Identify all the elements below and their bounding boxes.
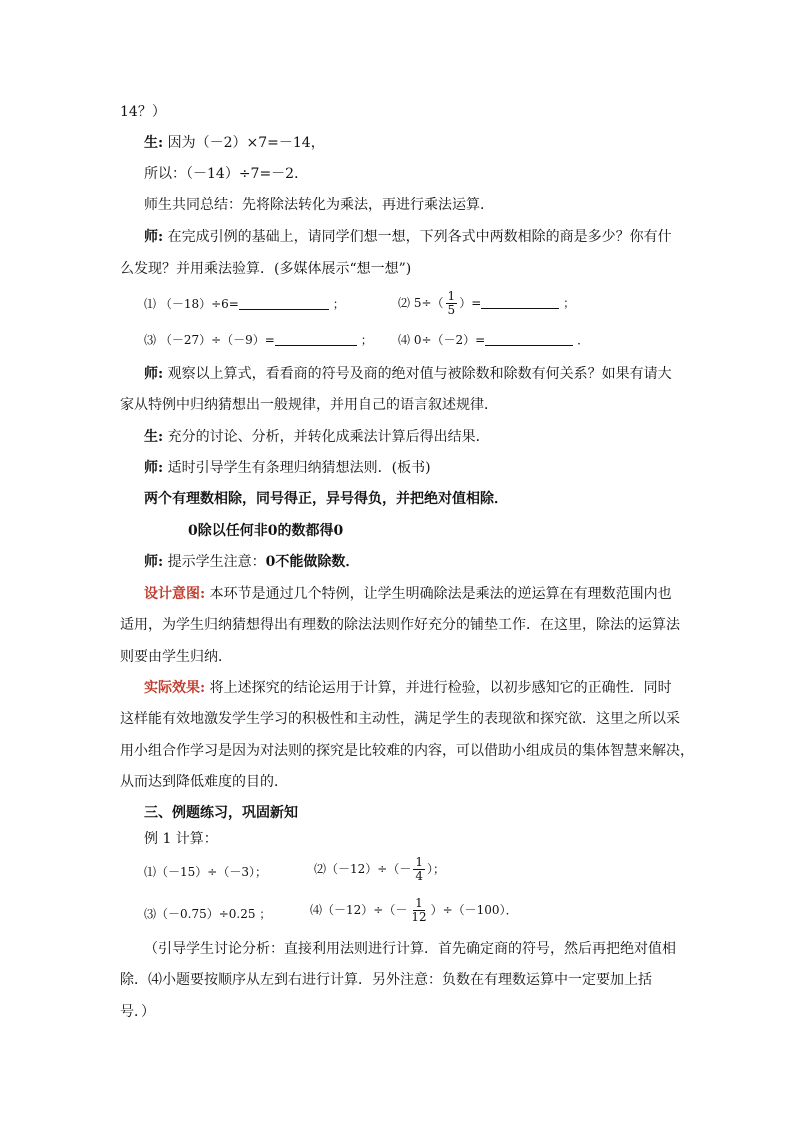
answer-blank [239,295,329,310]
line-text: 观察以上算式，看看商的符号及商的绝对值与被除数和除数有何关系？如果有请大 [167,366,672,382]
example-question [314,856,445,883]
example-question: ⑶（－0.75）÷0.25 ； [144,907,272,921]
example-label: 例 1 计算： [144,831,218,847]
fraction-numerator: 1 [415,896,423,910]
answer-blank [485,331,573,346]
text-line: 从而达到降低难度的目的． [120,774,288,790]
line-text: 提示学生注意： [167,554,266,570]
expression: ⑷（－12）÷（－ [310,903,408,917]
text-line: 师生共同总结：先将除法转化为乘法，再进行乘法运算． [144,197,494,213]
actual-effect-label: 实际效果: [144,680,206,696]
line-text: 因为（－2）×7=－14， [167,135,325,151]
division-rule: 两个有理数相除，同号得正，异号得负，并把绝对值相除． [144,491,508,507]
speaker-label: 师: [144,229,164,245]
exercise-item [144,330,373,350]
exercise-item [144,294,345,314]
text-line [144,364,672,384]
speaker-label: 师: [144,366,164,382]
expression: （－27）÷（－9）= [159,333,275,347]
line-text: 在完成引例的基础上，请同学们想一想，下列各式中两数相除的商是多少？你有什 [167,229,672,245]
item-number: ⑶ [144,333,157,347]
zero-rule: 0除以任何非0的数都得0 [188,523,344,539]
text-line: 用小组合作学习是因为对法则的探究是比较难的内容，可以借助小组成员的集体智慧来解决， [120,743,694,759]
design-intent [144,584,672,604]
fraction [409,897,428,924]
punctuation: ． [577,333,590,347]
text-line: 适用，为学生归纳猜想得出有理数的除法法则作好充分的铺垫工作．在这里，除法的运算法 [120,617,680,633]
punctuation: ； [360,333,373,347]
text-line: 则要由学生归纳． [120,649,232,665]
text-line: 号．） [120,1004,155,1020]
expression: ）÷（－100）． [430,903,518,917]
line-text: 充分的讨论、分析，并转化成乘法计算后得出结果． [167,429,490,445]
punctuation: ； [332,297,345,311]
speaker-label: 生: [144,135,164,151]
speaker-label: 师: [144,460,164,476]
expression: 0÷（－2）= [413,333,486,347]
line-text: 适时引导学生有条理归纳猜想法则．(板书) [167,460,431,476]
expression: （－18）÷6= [159,297,239,311]
text-line [144,227,672,247]
exercise-item [398,330,589,350]
text-line: 家从特例中归纳猜想出一般规律，并用自己的语言叙述规律． [120,397,498,413]
expression: ）= [459,296,482,310]
expression: 5÷（ [413,296,444,310]
speaker-label: 生: [144,429,164,445]
fraction [413,856,425,883]
section-heading: 三、例题练习，巩固新知 [144,805,298,821]
expression: ⑵（－12）÷（－ [314,862,412,876]
fraction-numerator: 1 [415,855,423,869]
example-question [310,897,518,924]
exercise-item [398,290,575,317]
fraction-denominator: 4 [415,869,423,883]
line-text-bold: 0不能做除数． [265,554,360,570]
text-line: 除．⑷小题要按顺序从左到右进行计算．另外注意：负数在有理数运算中一定要加上括 [120,972,652,988]
text-line: 么发现？并用乘法验算．(多媒体展示“想一想”) [120,261,412,277]
text-line [144,133,325,153]
text-line: 所以：（－14）÷7=－2． [144,166,309,182]
item-number: ⑴ [144,297,157,311]
text-line [144,427,490,447]
fraction [446,290,458,317]
example-question: ⑴（－15）÷（－3）； [144,865,267,879]
actual-effect [144,678,672,698]
text-line: 这样能有效地激发学生学习的积极性和主动性，满足学生的表现欲和探究欲．这里之所以采 [120,711,680,727]
text-line [144,552,359,572]
fraction-denominator: 5 [447,303,456,317]
expression: ）； [426,862,445,876]
punctuation: ； [563,296,576,310]
line-text: 本环节是通过几个特例，让学生明确除法是乘法的逆运算在有理数范围内也 [209,586,672,602]
design-intent-label: 设计意图: [144,586,206,602]
item-number: ⑵ [398,296,411,310]
line-text: 将上述探究的结论运用于计算，并进行检验，以初步感知它的正确性．同时 [209,680,672,696]
text-line: （引导学生讨论分析：直接利用法则进行计算．首先确定商的符号，然后再把绝对值相 [144,941,676,957]
speaker-label: 师: [144,554,164,570]
answer-blank [275,331,357,346]
fraction-denominator: 12 [411,910,427,924]
answer-blank [481,294,559,309]
text-line [144,458,431,478]
text-line: 14？） [120,104,166,120]
item-number: ⑷ [398,333,411,347]
fraction-numerator: 1 [447,289,456,303]
